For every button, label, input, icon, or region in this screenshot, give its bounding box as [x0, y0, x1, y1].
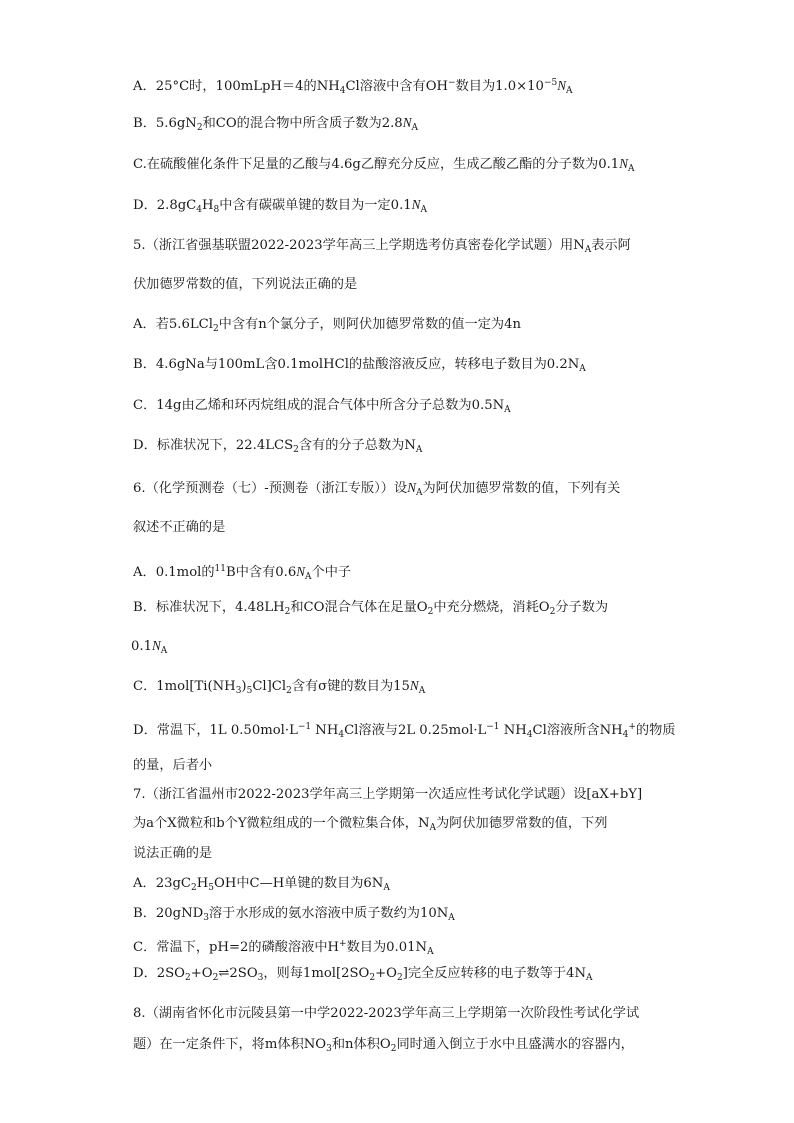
text-line-19 [133, 785, 673, 805]
text-segment: 中含有碳碳单键的数目为一定0.1 [219, 198, 412, 213]
text-segment: A．若5.6LCl [133, 317, 213, 332]
text-segment: D．标准状况下，22.4LCS [133, 438, 294, 453]
text-segment: OH中C—H单键的数目为6N [214, 876, 384, 891]
text-segment: 3 [257, 973, 264, 983]
text-segment: 的量，后者小 [133, 758, 213, 773]
text-segment: B．4.6gNa与100mL含0.1molHCl的盐酸溶液反应，转移电子数目为0.2N [133, 357, 580, 372]
text-segment: ) [241, 679, 247, 694]
text-segment: −1 [486, 722, 500, 732]
text-segment: 8 [213, 205, 220, 215]
text-segment: Cl溶液中含有OH [345, 79, 449, 94]
text-segment: H [196, 876, 209, 891]
text-segment: 数目为1.0×10 [455, 79, 544, 94]
text-segment: A [448, 913, 455, 923]
text-segment: A [628, 164, 635, 174]
text-segment: + [628, 722, 636, 732]
text-segment: A [160, 646, 168, 656]
text-segment: 2 [390, 1044, 397, 1054]
text-line-20 [133, 814, 673, 838]
text-segment: N [402, 115, 412, 130]
text-segment: A [420, 205, 427, 215]
text-segment: 和CO混合气体在足量O [290, 600, 428, 615]
text-segment: 5 [246, 686, 253, 696]
text-segment: 2 [212, 973, 219, 983]
text-segment: B．20gND [133, 906, 204, 921]
text-segment: Cl溶液所含NH [532, 723, 623, 738]
text-segment: 伏加德罗常数的值，下列说法正确的是 [133, 277, 358, 292]
text-segment: A．25°C时，100mLpH＝4的NH [133, 79, 340, 94]
text-segment: 8.（湖南省怀化市沅陵县第一中学2022-2023学年高三上学期第一次阶段性考试化学试 [133, 1006, 640, 1021]
text-segment: C.在硫酸催化条件下足量的乙酸与4.6g乙醇充分反应，生成乙酸乙酯的分子数为0.1 [133, 157, 620, 172]
text-segment: ]完全反应转移的电子数等于4N [402, 966, 587, 981]
text-line-14 [133, 598, 673, 622]
text-segment: 3 [326, 1044, 332, 1054]
text-line-2 [133, 113, 673, 138]
text-segment: 溶于水形成的氨水溶液中质子数约为10N [208, 906, 449, 921]
text-segment: 2 [284, 607, 291, 617]
text-segment: N [557, 78, 567, 93]
text-segment: 表示阿 [591, 238, 631, 253]
text-segment: 2 [549, 607, 556, 617]
text-segment: 中含有n个氯分子，则阿伏加德罗常数的值一定为4n [218, 317, 521, 332]
text-line-1 [133, 73, 673, 101]
text-segment: NH [311, 723, 339, 738]
text-segment: NH [499, 723, 527, 738]
text-line-24 [133, 934, 673, 962]
text-segment: C．常温下，pH=2的磷酸溶液中H [133, 940, 340, 955]
text-segment: 4 [526, 730, 533, 740]
text-segment: 0.1 [131, 639, 152, 654]
text-line-13 [133, 559, 673, 587]
text-segment: +O [190, 966, 213, 981]
text-segment: 含有σ键的数目为15 [291, 679, 410, 694]
text-segment: D．2SO [133, 966, 185, 981]
text-segment: A [579, 364, 586, 374]
text-segment: B．标准状况下，4.48LH [133, 600, 285, 615]
text-segment: 和CO的混合物中所含质子数为2.8 [202, 116, 403, 131]
text-segment: C．14g由乙烯和环丙烷组成的混合气体中所含分子总数为0.5N [133, 398, 505, 413]
text-line-8 [133, 355, 673, 379]
text-segment: N [296, 564, 306, 579]
text-segment: 2 [369, 973, 376, 983]
text-segment: D．常温下，1L 0.50mol·L [133, 723, 298, 738]
text-segment: 为a个X微粒和b个Y微粒组成的一个微粒集合体，N [133, 816, 430, 831]
text-line-25 [133, 964, 673, 988]
text-segment: 中充分燃烧，消耗O [433, 600, 550, 615]
text-segment: −5 [543, 78, 558, 88]
text-line-12 [133, 518, 673, 538]
text-segment: 4 [339, 86, 346, 96]
text-line-6 [133, 275, 673, 295]
text-line-10 [133, 436, 673, 460]
text-segment: A [411, 123, 418, 133]
text-segment: 5 [208, 883, 215, 893]
text-segment: 3 [235, 686, 242, 696]
text-segment: B中含有0.6 [226, 565, 297, 580]
text-segment: Cl溶液与2L 0.25mol·L [344, 723, 487, 738]
text-segment: N [409, 678, 419, 693]
text-segment: A [566, 86, 573, 96]
text-line-4 [133, 195, 673, 220]
text-segment: A．23gC [133, 876, 192, 891]
text-segment: 2 [196, 123, 203, 133]
text-segment: 叙述不正确的是 [133, 520, 226, 535]
text-segment: + [339, 939, 347, 949]
text-segment: +O [375, 966, 397, 981]
text-segment: 含有的分子总数为N [298, 438, 416, 453]
text-segment: 2 [286, 686, 292, 696]
text-segment: ⇌2SO [218, 966, 258, 981]
text-segment: 为阿伏加德罗常数的值，下列 [436, 816, 608, 831]
text-segment: 4 [196, 205, 202, 215]
text-segment: − [448, 78, 456, 88]
text-line-23 [133, 904, 673, 928]
text-segment: A [584, 245, 592, 255]
text-segment: A [504, 405, 511, 415]
text-segment: 数目为0.01N [346, 940, 428, 955]
text-segment: 说法正确的是 [133, 846, 213, 861]
text-segment: 2 [293, 445, 299, 455]
text-segment: −1 [297, 722, 312, 732]
text-segment: 和n体积O [331, 1037, 391, 1052]
text-line-26 [133, 1004, 673, 1024]
text-line-3 [133, 154, 673, 179]
text-line-11 [133, 478, 673, 503]
text-segment: A [586, 973, 593, 983]
text-segment: 5.（浙江省强基联盟2022-2023学年高三上学期选考仿真密卷化学试题）用N [133, 238, 585, 253]
text-line-18 [133, 756, 673, 776]
text-segment: 同时通入倒立于水中且盛满水的容器内， [396, 1037, 634, 1052]
text-segment: B．5.6gN [133, 116, 197, 131]
text-segment: 7.（浙江省温州市2022-2023学年高三上学期第一次适应性考试化学试题）设[aX+bY] [133, 787, 643, 802]
text-segment: H [202, 198, 214, 213]
text-segment: 2 [396, 973, 403, 983]
text-segment: 2 [191, 883, 197, 893]
text-segment: 分子数为 [555, 600, 609, 615]
text-segment: 3 [203, 913, 209, 923]
text-segment: A [305, 572, 312, 582]
text-segment: 4 [622, 730, 629, 740]
text-segment: 2 [212, 324, 219, 334]
text-line-22 [133, 874, 673, 898]
text-line-7 [133, 315, 673, 339]
text-segment: 11 [214, 564, 226, 574]
text-segment: 为阿伏加德罗常数的值，下列有关 [422, 481, 621, 496]
text-segment: C．1mol[Ti(NH [133, 679, 236, 694]
text-segment: A [383, 883, 390, 893]
text-segment: A [415, 445, 423, 455]
text-segment: 6.（化学预测卷（七）-预测卷（浙江专版））设 [133, 481, 408, 496]
text-segment: A [429, 823, 436, 833]
text-line-17 [133, 717, 676, 745]
text-line-5 [133, 236, 673, 260]
text-segment: A [427, 947, 434, 957]
text-segment: N [151, 638, 161, 653]
text-segment: A [415, 488, 423, 498]
text-line-21 [133, 844, 673, 864]
text-segment: 题）在一定条件下，将m体积NO [133, 1037, 327, 1052]
text-segment: 4 [338, 730, 345, 740]
text-segment: N [619, 156, 628, 171]
text-segment: 个中子 [311, 565, 352, 580]
text-line-27 [133, 1035, 673, 1059]
text-line-16 [133, 676, 673, 701]
text-segment: ，则每1mol[2SO [263, 966, 370, 981]
text-line-9 [133, 396, 673, 420]
text-segment: 2 [185, 973, 191, 983]
text-line-15 [131, 636, 671, 661]
text-segment: D．2.8gC [133, 198, 197, 213]
text-segment: 2 [427, 607, 434, 617]
text-segment: N [411, 197, 421, 212]
text-segment: 的物质 [635, 723, 676, 738]
text-segment: A [418, 686, 426, 696]
text-segment: N [407, 480, 416, 495]
text-segment: A．0.1mol的 [133, 565, 215, 580]
text-segment: Cl]Cl [252, 679, 287, 694]
